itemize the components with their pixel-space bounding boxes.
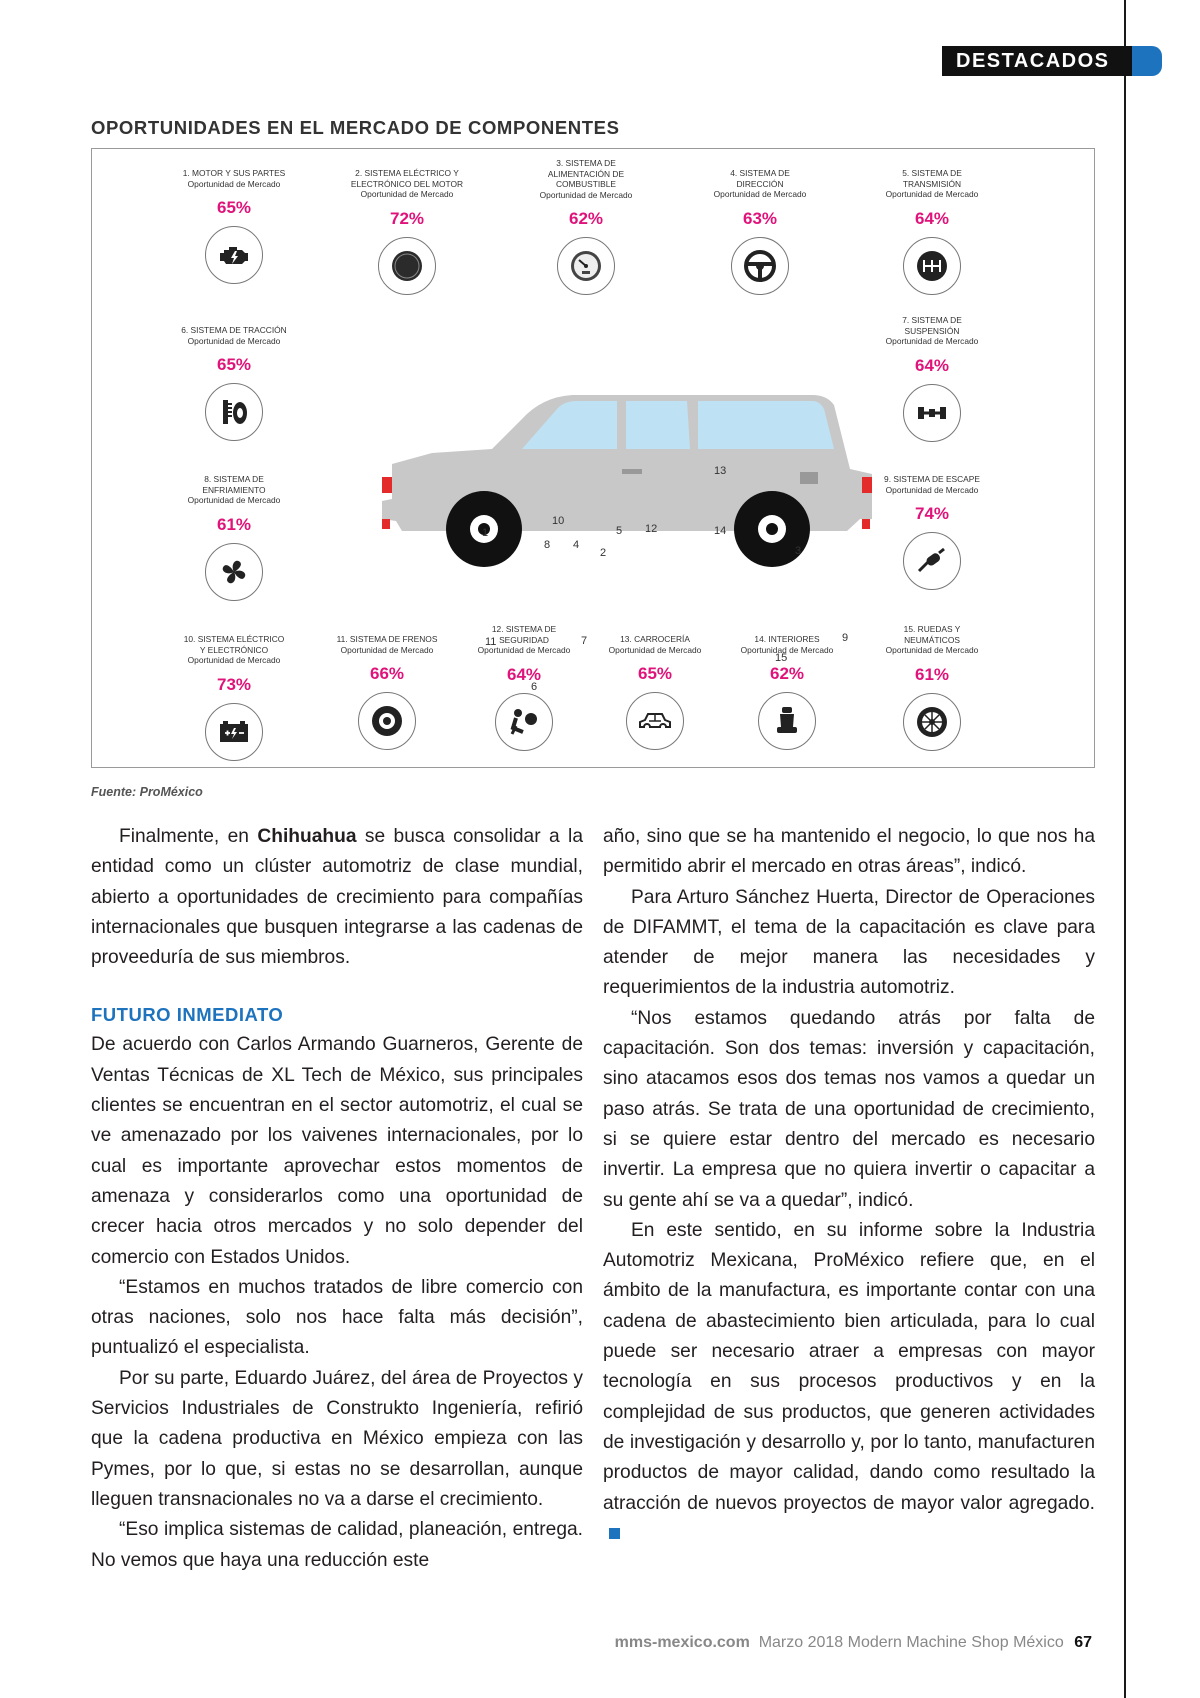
car-part-number: 6: [531, 681, 538, 693]
shock-absorber-icon: [205, 383, 263, 441]
paragraph: De acuerdo con Carlos Armando Guarneros, Gerente de Ventas Técnicas de XL Tech de México, sus principales clientes se encuentran en el sector automotriz, el cual se ve amenazado por los vaivenes internacionales, por lo cual es importante aprovechar estos momentos de amenaza y considerarlos como una oportunidad de crecer hacia otros mercados y no solo depender del comercio con Estados Unidos.: [91, 1034, 583, 1268]
paragraph: Para Arturo Sánchez Huerta, Director de Operaciones de DIFAMMT, el tema de la capacitación es clave para atender de mejor manera las necesidades y requerimientos de la industria automotriz.: [603, 886, 1095, 999]
component-sublabel: Oportunidad de Mercado: [885, 336, 979, 346]
car-illustration: [372, 349, 932, 589]
section-tag-tab: [1132, 46, 1162, 76]
component-sublabel: Oportunidad de Mercado: [187, 655, 281, 665]
airbag-icon: [495, 693, 553, 751]
component-sublabel: Oportunidad de Mercado: [187, 495, 281, 505]
component-label: 13. CARROCERÍA: [620, 634, 690, 644]
component-value: 73%: [216, 674, 252, 694]
component-label: 11. SISTEMA DE FRENOS: [336, 634, 438, 644]
component-value: 61%: [216, 514, 252, 534]
steering-wheel-icon: [731, 237, 789, 295]
car-body-icon: [626, 692, 684, 750]
component-value: 64%: [914, 355, 950, 375]
section-tag: [942, 46, 1152, 76]
car-part-number: 14: [714, 525, 727, 537]
component-value: 66%: [369, 664, 405, 683]
component-label: 12. SISTEMA DE SEGURIDAD: [491, 624, 557, 645]
component-sublabel: Oportunidad de Mercado: [539, 189, 633, 200]
component-value: 72%: [389, 208, 425, 228]
component-sublabel: Oportunidad de Mercado: [187, 178, 281, 189]
wheel-rim-icon: [903, 693, 961, 751]
component-sublabel: Oportunidad de Mercado: [885, 645, 979, 655]
paragraph: “Estamos en muchos tratados de libre comercio con otras naciones, solo nos hace falta más decisión”, puntualizó el especialista.: [91, 1276, 583, 1359]
text-run: se busca consolidar a la entidad como un clúster automotriz de clase mundial, abierto a oportunidades de crecimiento para compañías internacionales que busquen integrarse a las cadenas de proveeduría de sus miembros.: [91, 826, 583, 969]
component-label: 10. SISTEMA ELÉCTRICO Y ELECTRÓNICO: [183, 634, 285, 655]
component-sublabel: Oportunidad de Mercado: [477, 645, 571, 655]
component-label: 7. SISTEMA DE SUSPENSIÓN: [902, 315, 962, 336]
component-wheels: [847, 624, 1017, 751]
component-transmission: [847, 168, 1017, 295]
component-engine: [149, 168, 319, 284]
car-part-number: 4: [573, 539, 580, 551]
component-value: 65%: [216, 355, 252, 374]
component-label: 5. SISTEMA DE TRANSMISIÓN: [902, 168, 962, 189]
start-stop-icon: [378, 237, 436, 295]
page-number: 67: [1074, 1634, 1092, 1651]
component-value: 64%: [914, 208, 950, 228]
component-label: 1. MOTOR Y SUS PARTES: [182, 168, 286, 178]
component-sublabel: Oportunidad de Mercado: [885, 189, 979, 199]
component-sublabel: Oportunidad de Mercado: [608, 644, 702, 655]
car-part-number: 15: [775, 652, 788, 664]
paragraph: Por su parte, Eduardo Juárez, del área de Proyectos y Servicios Industriales de Construkto Ingeniería, refirió que la cadena productiva en México empieza con las Pymes, por lo que, si estas no se desarrollan, aunque lleguen transnacionales no va a darse el crecimiento.: [91, 1367, 583, 1510]
page-edge-line: [1124, 0, 1126, 1698]
component-label: 8. SISTEMA DE ENFRIAMIENTO: [202, 474, 266, 495]
paragraph: año, sino que se ha mantenido el negocio, lo que nos ha permitido abrir el mercado en otras áreas”, indicó.: [603, 826, 1095, 878]
car-part-number: 8: [544, 539, 551, 551]
component-engine-electric: [322, 168, 492, 295]
paragraph: “Nos estamos quedando atrás por falta de capacitación. Son dos temas: inversión y capacitación, sino atacamos esos dos temas nos vamos a quedar un paso atrás. Se trata de una oportunidad de crecimiento, si se quiere estar dentro del mercado es necesario invertir. La empresa que no quiera invertir o capacitar a su gente ahí se va a quedar”, indicó.: [603, 1007, 1095, 1211]
car-part-number: 3: [795, 545, 802, 557]
component-electrical: [149, 634, 319, 761]
component-label: 9. SISTEMA DE ESCAPE: [884, 474, 980, 484]
component-label: 3. SISTEMA DE ALIMENTACIÓN DE COMBUSTIBLE: [547, 158, 625, 189]
component-sublabel: Oportunidad de Mercado: [885, 484, 979, 495]
component-label: 14. INTERIORES: [754, 634, 820, 644]
car-part-number: 7: [581, 635, 588, 647]
article-column-left: [91, 822, 583, 1576]
paragraph: [603, 1216, 1095, 1549]
gauge-icon: [557, 237, 615, 295]
component-value: 62%: [568, 209, 604, 228]
component-label: 2. SISTEMA ELÉCTRICO Y ELECTRÓNICO DEL MOTOR: [350, 168, 464, 189]
bold-text: Chihuahua: [257, 826, 357, 847]
chart-title: OPORTUNIDADES EN EL MERCADO DE COMPONENTES: [91, 117, 620, 138]
component-steering: [675, 168, 845, 295]
car-part-number: 13: [714, 465, 727, 477]
car-part-number: 11: [485, 636, 497, 648]
gearshift-icon: [903, 237, 961, 295]
component-value: 65%: [637, 664, 673, 683]
component-value: 65%: [216, 198, 252, 217]
car-part-number: 2: [600, 547, 607, 559]
car-part-number: 1: [482, 527, 489, 539]
component-fuel: [501, 158, 671, 295]
component-value: 61%: [914, 664, 950, 684]
component-sublabel: Oportunidad de Mercado: [187, 335, 281, 346]
component-sublabel: Oportunidad de Mercado: [340, 644, 434, 655]
fan-icon: [205, 543, 263, 601]
footer-site: mms-mexico.com: [614, 1634, 750, 1651]
component-value: 63%: [742, 208, 778, 228]
component-label: 4. SISTEMA DE DIRECCIÓN: [730, 168, 790, 189]
car-seat-icon: [758, 692, 816, 750]
component-label: 15. RUEDAS Y NEUMÁTICOS: [903, 624, 961, 645]
text-run: En este sentido, en su informe sobre la Industria Automotriz Mexicana, ProMéxico refiere que, en el ámbito de la manufactura, es importante contar con una cadena de abastecimiento bien articulada, para lo cual puede ser necesario atraer a empresas con mayor tecnología en sus procesos productivos y en la complejidad de sus productos, que generen actividades de investigación y desarrollo y, por lo tanto, manufacturen productos de mayor calidad, dando como resultado la atracción de nuevos proyectos de mayor valor agregado.: [603, 1219, 1095, 1514]
end-of-article-icon: [609, 1528, 620, 1539]
car-part-number: 5: [616, 525, 623, 537]
brake-disc-icon: [358, 692, 416, 750]
page-footer: [615, 1634, 1092, 1652]
section-tag-label: DESTACADOS: [956, 50, 1110, 72]
components-infographic: [91, 148, 1095, 768]
battery-icon: [205, 703, 263, 761]
paragraph: “Eso implica sistemas de calidad, planeación, entrega. No vemos que haya una reducción este: [91, 1519, 583, 1571]
component-value: 64%: [506, 664, 542, 684]
car-part-number: 12: [645, 523, 658, 535]
section-heading: FUTURO INMEDIATO: [91, 1004, 284, 1026]
footer-issue: Marzo 2018 Modern Machine Shop México: [758, 1634, 1064, 1651]
component-sublabel: Oportunidad de Mercado: [360, 189, 454, 199]
text-run: Finalmente, en: [119, 826, 258, 847]
component-traction: [149, 325, 319, 441]
car-part-number: 10: [552, 515, 565, 527]
article-column-right: [603, 822, 1095, 1549]
component-cooling: [149, 474, 319, 601]
engine-icon: [205, 226, 263, 284]
figure-source: Fuente: ProMéxico: [91, 785, 203, 799]
component-value: 74%: [914, 504, 950, 523]
paragraph: [91, 822, 583, 973]
component-value: 62%: [769, 664, 805, 683]
component-sublabel: Oportunidad de Mercado: [740, 644, 834, 655]
component-label: 6. SISTEMA DE TRACCIÓN: [181, 325, 287, 335]
car-part-number: 9: [842, 632, 849, 644]
component-sublabel: Oportunidad de Mercado: [713, 189, 807, 199]
